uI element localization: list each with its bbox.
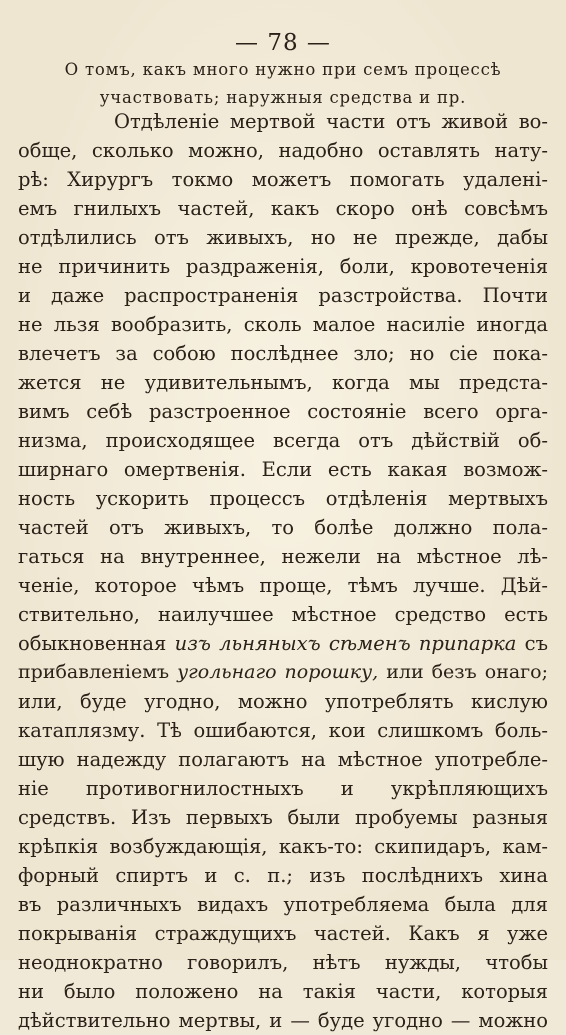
- text-line: [18, 455, 548, 484]
- text-line: [18, 165, 548, 194]
- text-line: [18, 339, 548, 368]
- text-segment: ніе противогнилостныхъ и укрѣпляющихъ: [18, 777, 548, 800]
- body-text: [18, 107, 548, 1035]
- text-line: [18, 890, 548, 919]
- text-segment: ни было положено на такія части, которыя: [18, 980, 548, 1003]
- text-line: [18, 107, 548, 136]
- text-segment: съ: [516, 632, 548, 655]
- text-segment: ствительно, наилучшее мѣстное средство есть: [18, 603, 548, 626]
- text-segment: ширнаго омертвенія. Если есть какая возмож-: [18, 458, 548, 481]
- text-line: [18, 774, 548, 803]
- text-segment: влечетъ за собою послѣднее зло; но сіе пока-: [18, 342, 548, 365]
- text-line: [18, 1006, 548, 1035]
- text-segment: отдѣлились отъ живыхъ, но не прежде, дабы: [18, 226, 548, 249]
- text-line: [18, 948, 548, 977]
- text-segment: не причинить раздраженія, боли, кровотеченія: [18, 255, 548, 278]
- text-line: [18, 136, 548, 165]
- text-segment: въ различныхъ видахъ употребляема была для: [18, 893, 548, 916]
- text-line: [18, 397, 548, 426]
- text-segment: ность ускорить процессъ отдѣленія мертвыхъ: [18, 487, 548, 510]
- text-line: [18, 600, 548, 629]
- text-line: [18, 658, 548, 687]
- text-line: [18, 977, 548, 1006]
- text-line: [18, 484, 548, 513]
- text-segment: катаплязму. Тѣ ошибаются, кои слишкомъ боль-: [18, 719, 548, 742]
- text-segment: не льзя вообразить, сколь малое насиліе иногда: [18, 313, 548, 336]
- text-segment: или безъ онаго;: [378, 661, 548, 683]
- text-segment: вимъ себѣ разстроенное состояніе всего орга-: [18, 400, 548, 423]
- page-number: — 78 —: [235, 30, 331, 56]
- text-segment: обще, сколько можно, надобно оставлять нату-: [18, 139, 548, 162]
- text-segment: рѣ: Хирургъ токмо можетъ помогать удаленi-: [18, 168, 548, 191]
- text-line: [18, 513, 548, 542]
- text-line: [18, 832, 548, 861]
- text-segment: покрыванія страждущихъ частей. Какъ я уже: [18, 922, 548, 945]
- text-line: [18, 687, 548, 716]
- italic-text: изъ льняныхъ сѣменъ припарка: [174, 632, 517, 655]
- text-segment: емъ гнилыхъ частей, какъ скоро онѣ совсѣмъ: [18, 197, 548, 220]
- italic-text: угольнаго порошку,: [177, 661, 379, 683]
- text-line: [18, 252, 548, 281]
- text-segment: Отдѣленіе мертвой части отъ живой во-: [114, 110, 548, 133]
- text-segment: обыкновенная: [18, 632, 175, 655]
- text-line: [18, 223, 548, 252]
- text-segment: низма, происходящее всегда отъ дѣйствій об-: [18, 429, 548, 452]
- text-line: [18, 310, 548, 339]
- text-line: [18, 542, 548, 571]
- text-segment: прибавленіемъ: [18, 661, 178, 683]
- text-segment: частей отъ живыхъ, то болѣе должно пола-: [18, 516, 548, 539]
- text-segment: неоднократно говорилъ, нѣтъ нужды, чтобы: [18, 951, 548, 974]
- text-segment: и даже распространенія разстройства. Почти: [18, 284, 548, 307]
- text-line: [18, 629, 548, 658]
- section-heading-line-2: участвовать; наружныя средства и пр.: [99, 88, 467, 107]
- text-segment: средствъ. Изъ первыхъ были пробуемы разныя: [18, 806, 548, 829]
- text-segment: шую надежду полагаютъ на мѣстное употребле-: [18, 748, 548, 771]
- section-heading-line-1: О томъ, какъ много нужно при семъ процессѣ: [64, 60, 502, 79]
- text-line: [18, 716, 548, 745]
- text-line: [18, 281, 548, 310]
- text-line: [18, 368, 548, 397]
- text-line: [18, 571, 548, 600]
- text-line: [18, 803, 548, 832]
- text-segment: ченіе, которое чѣмъ проще, тѣмъ лучше. Дѣй-: [18, 574, 548, 597]
- text-segment: дѣйствительно мертвы, и — буде угодно — можно: [18, 1009, 548, 1032]
- text-line: [18, 194, 548, 223]
- text-segment: жется не удивительнымъ, когда мы предста-: [18, 371, 548, 394]
- text-segment: или, буде угодно, можно употреблять кислую: [18, 690, 548, 713]
- text-segment: форный спиртъ и с. п.; изъ послѣднихъ хина: [18, 864, 548, 887]
- text-line: [18, 426, 548, 455]
- text-segment: гаться на внутреннее, нежели на мѣстное лѣ-: [18, 545, 548, 568]
- text-line: [18, 745, 548, 774]
- text-line: [18, 919, 548, 948]
- text-line: [18, 861, 548, 890]
- text-segment: крѣпкія возбуждающія, какъ-то: скипидаръ, кам-: [18, 835, 548, 858]
